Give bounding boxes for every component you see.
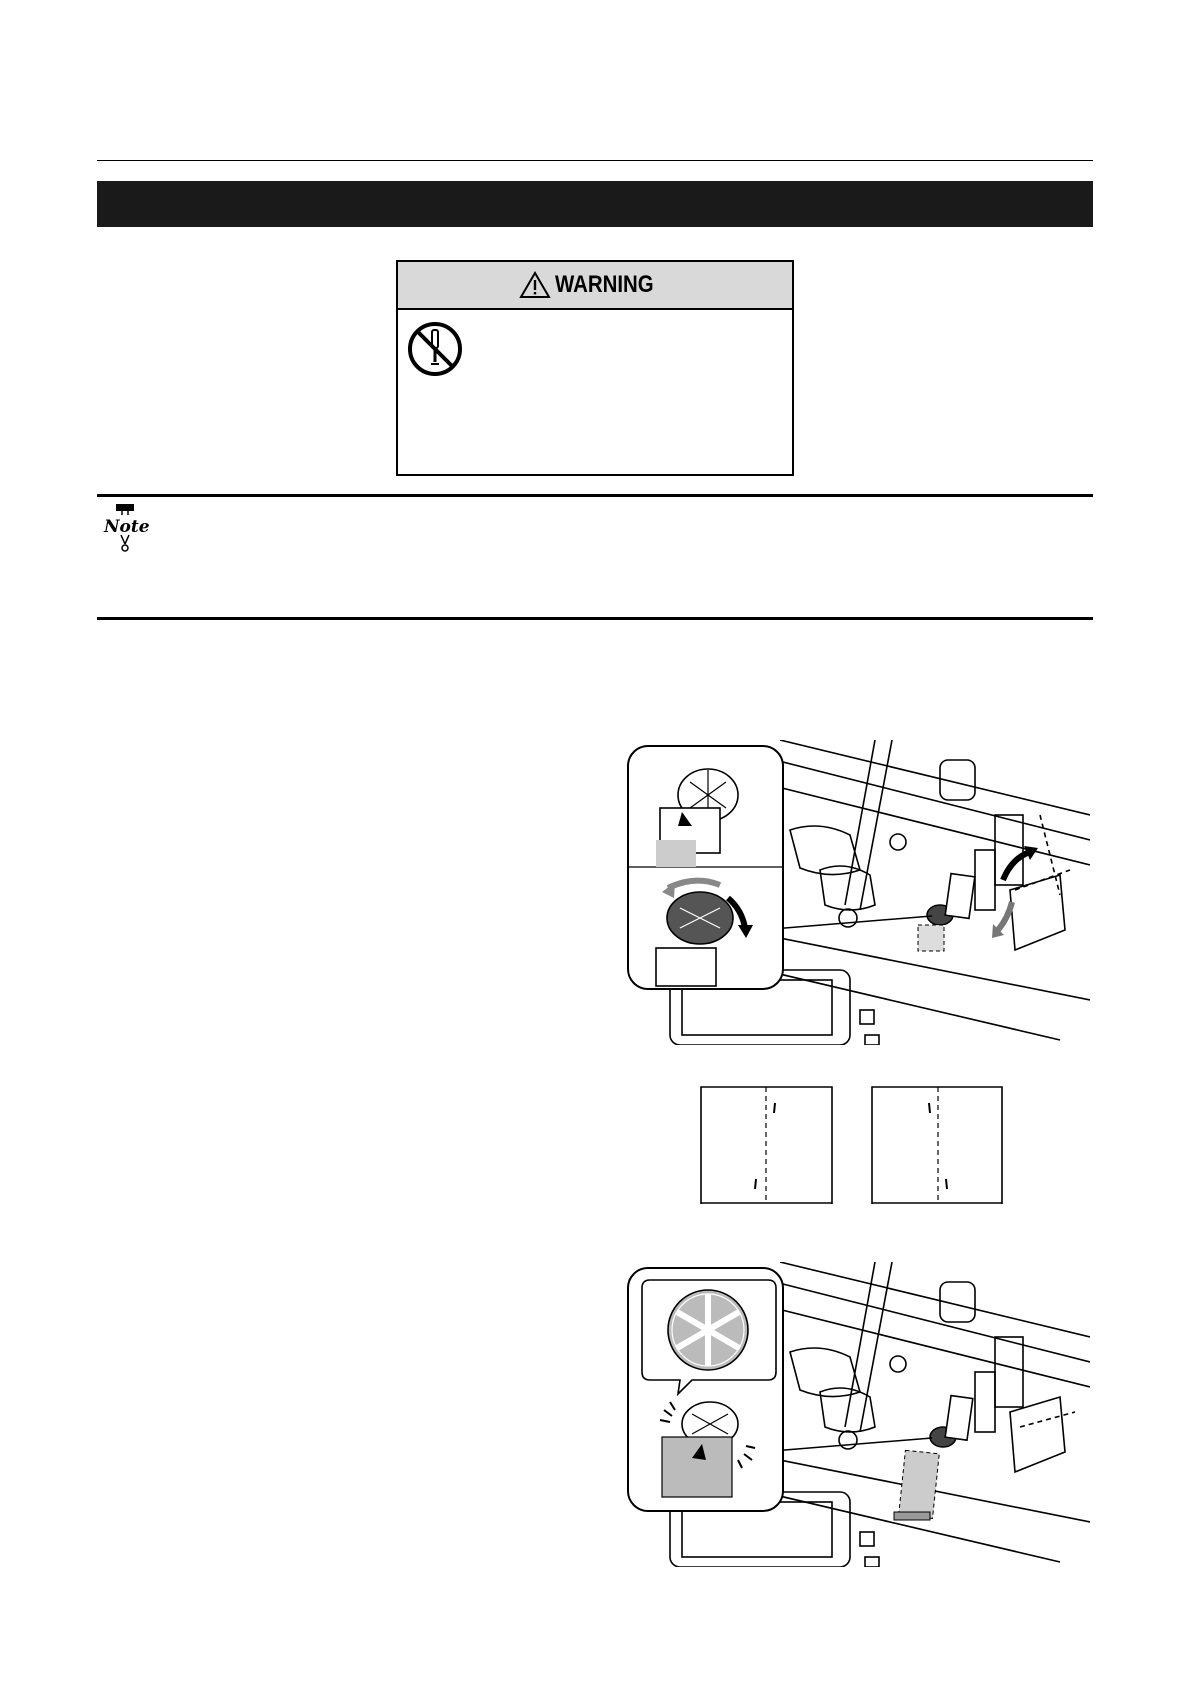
note-rule-top [97, 494, 1093, 497]
warning-triangle-icon [519, 271, 551, 299]
section-title-bar [97, 181, 1093, 227]
note-rule-bottom [97, 617, 1093, 620]
warning-box [396, 260, 794, 476]
header-rule [97, 160, 1093, 161]
roller-orientation-diagram [700, 1085, 1012, 1205]
roller-installation-illustration [620, 1262, 1090, 1567]
no-disassembly-icon [406, 320, 464, 378]
warning-header [398, 262, 792, 310]
note-icon [100, 502, 150, 554]
svg-text:Note: Note [104, 517, 150, 537]
roller-removal-illustration [620, 740, 1090, 1045]
warning-label: WARNING [555, 271, 654, 298]
